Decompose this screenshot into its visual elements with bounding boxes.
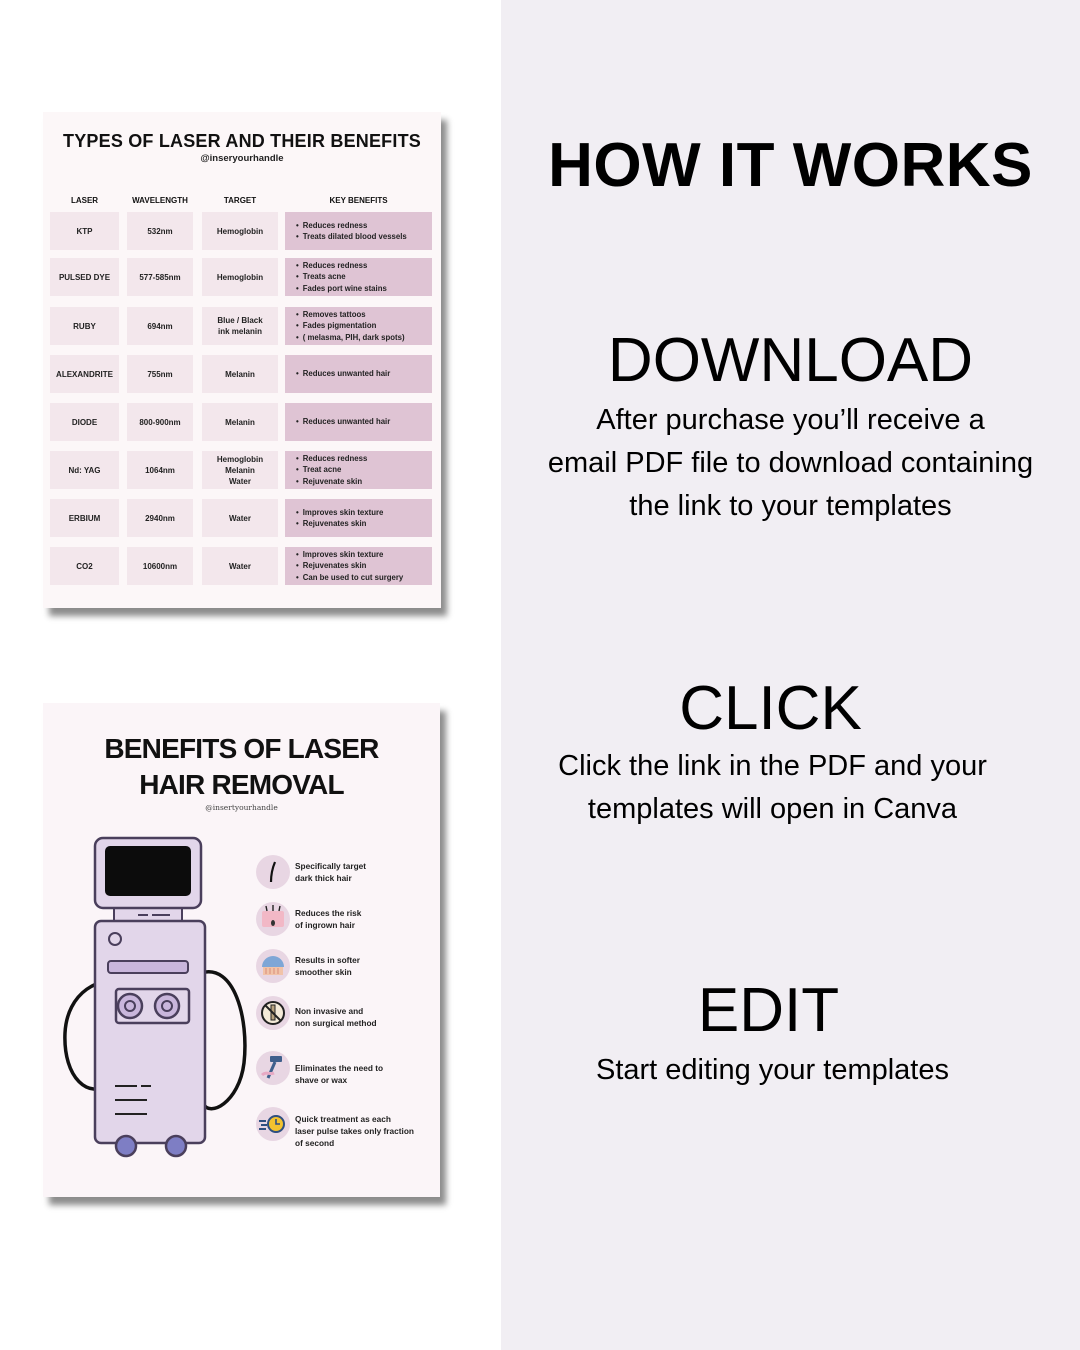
cell-target: Hemoglobin (202, 258, 278, 296)
ingrown-hair-icon (256, 902, 290, 936)
benefit-bullet: • Improves skin texture (296, 507, 432, 519)
click-heading: CLICK (679, 674, 862, 743)
benefit-bullet: • Reduces unwanted hair (296, 416, 432, 428)
cell-wavelength: 2940nm (127, 499, 193, 537)
benefit-bullet: • Fades port wine stains (296, 283, 432, 295)
benefit-item-line: Eliminates the need to (295, 1063, 384, 1073)
laser-machine-illustration (59, 833, 255, 1163)
cell-target: Hemoglobin (202, 212, 278, 250)
cell-wavelength: 577-585nm (127, 258, 193, 296)
cell-key-benefits (285, 307, 432, 345)
benefit-bullet: • Reduces unwanted hair (296, 368, 432, 380)
benefit-bullet: • Rejuvenates skin (296, 560, 432, 572)
click-line: Click the link in the PDF and your (558, 750, 987, 782)
cell-laser: KTP (50, 212, 119, 250)
cell-key-benefits (285, 258, 432, 296)
cell-laser: CO2 (50, 547, 119, 585)
benefit-item (295, 907, 361, 931)
benefit-bullet: • Treats dilated blood vessels (296, 231, 432, 243)
cell-target: Water (202, 499, 278, 537)
left-panel (0, 0, 501, 1350)
benefits-title-line1: BENEFITS OF LASER (104, 733, 379, 764)
benefit-item-line: shave or wax (295, 1075, 348, 1085)
benefit-item (295, 954, 360, 978)
benefit-item-line: Results in softer (295, 955, 361, 965)
benefit-bullet: • Reduces redness (296, 220, 432, 232)
cell-key-benefits (285, 547, 432, 585)
benefit-item (295, 860, 366, 884)
header-target: TARGET (223, 196, 257, 205)
cell-wavelength: 1064nm (127, 451, 193, 489)
cell-target: Water (202, 547, 278, 585)
cell-target: Melanin (202, 403, 278, 441)
laser-types-title: TYPES OF LASER AND THEIR BENEFITS (63, 131, 421, 151)
download-heading: DOWNLOAD (607, 326, 974, 395)
cell-wavelength: 10600nm (127, 547, 193, 585)
click-line: templates will open in Canva (587, 793, 958, 825)
smooth-skin-icon (256, 949, 290, 983)
benefit-item (295, 1005, 377, 1029)
header-key-benefits: KEY BENEFITS (329, 196, 388, 205)
cell-laser: ERBIUM (50, 499, 119, 537)
cell-laser: PULSED DYE (50, 258, 119, 296)
cell-wavelength: 800-900nm (127, 403, 193, 441)
benefit-item-line: of second (295, 1138, 335, 1148)
no-needle-icon (256, 996, 290, 1030)
benefit-bullet: • Treat acne (296, 464, 432, 476)
benefit-bullet: • Reduces redness (296, 260, 432, 272)
cell-key-benefits (285, 451, 432, 489)
benefit-item-line: of ingrown hair (295, 920, 355, 930)
benefit-bullet: • Improves skin texture (296, 549, 432, 561)
benefit-item-line: non surgical method (295, 1018, 377, 1028)
cell-wavelength: 532nm (127, 212, 193, 250)
benefit-item-line: Quick treatment as each (295, 1114, 391, 1124)
edit-heading: EDIT (697, 976, 840, 1045)
benefit-item-line: laser pulse takes only fraction (295, 1126, 414, 1136)
fast-clock-icon (256, 1107, 290, 1141)
how-it-works-title: HOW IT WORKS (548, 131, 1033, 200)
cell-laser: DIODE (50, 403, 119, 441)
benefits-handle: @insertyourhandle (205, 803, 278, 812)
benefit-item (295, 1062, 383, 1086)
laser-types-card[interactable] (43, 112, 441, 608)
benefit-bullet: • Reduces redness (296, 453, 432, 465)
download-line: the link to your templates (629, 490, 952, 522)
cell-key-benefits (285, 355, 432, 393)
cell-target: Blue / Black ink melanin (202, 307, 278, 345)
benefit-item-line: smoother skin (295, 967, 352, 977)
edit-description (483, 1049, 1062, 1092)
benefits-card[interactable] (43, 703, 440, 1197)
download-description (501, 399, 1080, 528)
benefit-bullet: • Removes tattoos (296, 309, 432, 321)
cell-key-benefits (285, 212, 432, 250)
right-panel (501, 0, 1080, 1350)
laser-types-handle: @inseryourhandle (200, 153, 284, 164)
benefit-item (295, 1113, 414, 1149)
benefit-item-line: Specifically target (295, 861, 367, 871)
benefit-bullet: • Fades pigmentation (296, 320, 432, 332)
cell-laser: Nd: YAG (50, 451, 119, 489)
hair-icon (256, 855, 290, 889)
benefit-bullet: • Can be used to cut surgery (296, 572, 432, 584)
cell-wavelength: 694nm (127, 307, 193, 345)
header-laser: LASER (70, 196, 99, 205)
download-line: After purchase you’ll receive a (596, 404, 985, 436)
cell-key-benefits (285, 499, 432, 537)
razor-icon (256, 1051, 290, 1085)
click-description (483, 745, 1062, 831)
benefits-title-line2: HAIR REMOVAL (139, 769, 344, 800)
cell-wavelength: 755nm (127, 355, 193, 393)
cell-target: Hemoglobin Melanin Water (202, 451, 278, 489)
benefit-bullet: • Rejuvenate skin (296, 476, 432, 488)
benefits-title (43, 731, 440, 803)
benefit-bullet: • Rejuvenates skin (296, 518, 432, 530)
edit-line: Start editing your templates (595, 1054, 949, 1086)
download-line: email PDF file to download containing (547, 447, 1034, 479)
benefit-bullet: • Treats acne (296, 271, 432, 283)
header-wavelength: WAVELENGTH (132, 196, 188, 205)
cell-key-benefits (285, 403, 432, 441)
benefit-item-line: Reduces the risk (295, 908, 362, 918)
cell-laser: ALEXANDRITE (50, 355, 119, 393)
benefit-item-line: Non invasive and (295, 1006, 364, 1016)
cell-laser: RUBY (50, 307, 119, 345)
cell-target: Melanin (202, 355, 278, 393)
benefit-bullet: • ( melasma, PIH, dark spots) (296, 332, 432, 344)
benefit-item-line: dark thick hair (295, 873, 352, 883)
